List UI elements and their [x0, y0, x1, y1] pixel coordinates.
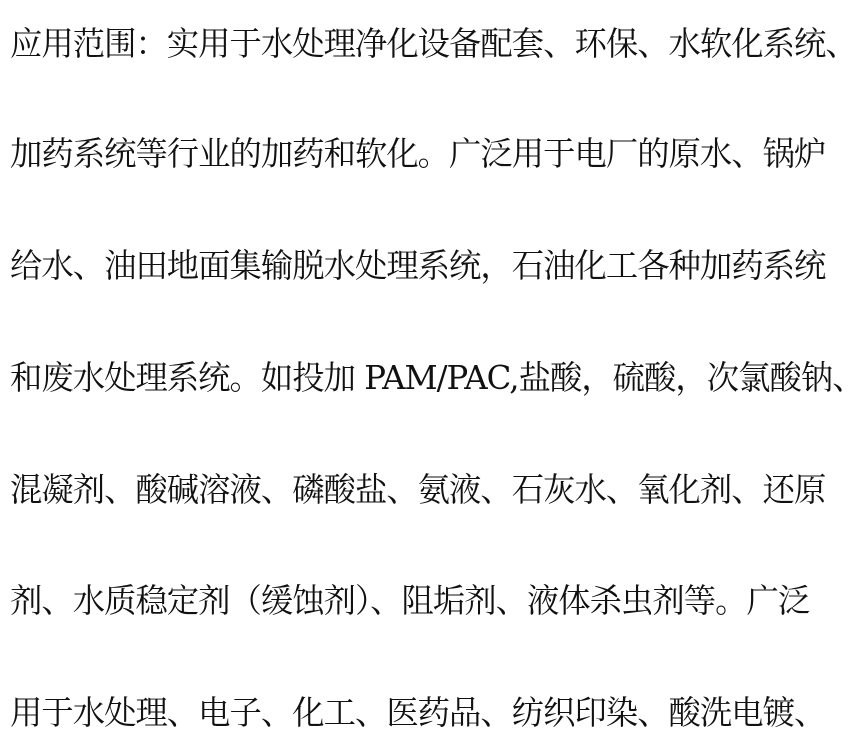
text-line-7: 用于水处理、电子、化工、医药品、纺织印染、酸洗电镀、: [10, 693, 826, 732]
text-line-3: 给水、油田地面集输脱水处理系统，石油化工各种加药系统: [10, 246, 826, 285]
text-line-2: 加药系统等行业的加药和软化。广泛用于电厂的原水、锅炉: [10, 134, 826, 173]
text-line-4: 和废水处理系统。如投加 PAM/PAC,盐酸，硫酸，次氯酸钠、: [10, 358, 864, 397]
text-line-5: 混凝剂、酸碱溶液、磷酸盐、氨液、石灰水、氧化剂、还原: [10, 470, 826, 509]
text-line-6: 剂、水质稳定剂（缓蚀剂）、阻垢剂、液体杀虫剂等。广泛: [10, 581, 810, 620]
text-line-1: 应用范围：实用于水处理净化设备配套、环保、水软化系统、: [10, 24, 857, 63]
